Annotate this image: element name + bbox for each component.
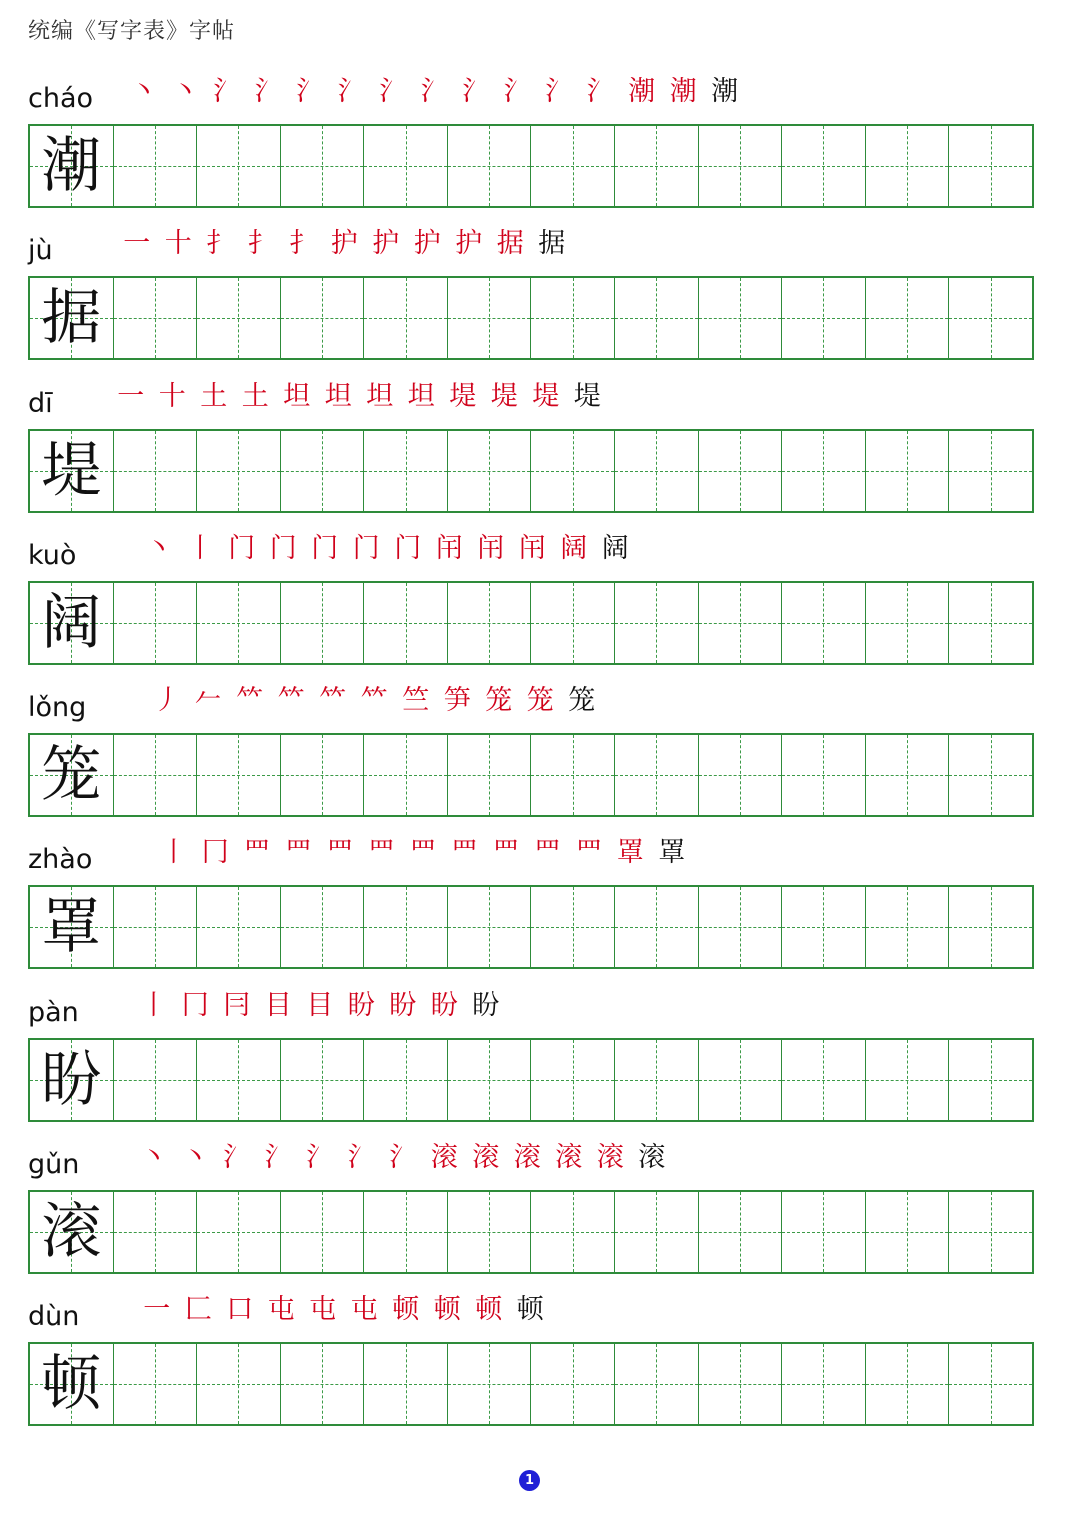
practice-cell[interactable] [113,1040,197,1120]
stroke-step: 丶 [130,75,158,107]
practice-cell[interactable] [781,126,865,206]
entry-header [28,974,1034,1030]
stroke-step: 𥫗 [360,684,388,716]
stroke-step: 潮 [711,75,739,107]
writing-grid [28,581,1034,665]
stroke-step: 丨 [186,532,214,564]
stroke-step: 护 [413,227,441,259]
practice-cell[interactable] [865,1040,949,1120]
entry-header [28,1278,1034,1334]
stroke-step: 丶 [181,1141,209,1173]
practice-cell[interactable] [698,1192,782,1272]
stroke-step: 丶 [171,75,199,107]
stroke-step: 𥫗 [319,684,347,716]
practice-cell[interactable] [948,1192,1032,1272]
entry-header [28,669,1034,725]
stroke-step: 罒 [284,836,312,868]
practice-cell[interactable] [865,1192,949,1272]
stroke-step: 坦 [407,380,435,412]
character-entry [28,517,1034,657]
model-character: 堤 [41,436,102,506]
practice-cell[interactable] [280,583,364,663]
entry-header [28,60,1034,116]
practice-cell[interactable] [781,1192,865,1272]
practice-cell[interactable] [865,887,949,967]
stroke-order-sequence [116,212,573,268]
practice-cell[interactable] [447,126,531,206]
stroke-step: 堤 [449,380,477,412]
writing-grid [28,733,1034,817]
stroke-step: 氵 [462,75,490,107]
model-character: 顿 [41,1349,102,1419]
model-cell [30,583,113,663]
character-entry [28,669,1034,809]
stroke-step: 坦 [283,380,311,412]
practice-cell[interactable] [781,431,865,511]
practice-cell[interactable] [865,583,949,663]
character-entry [28,1126,1034,1266]
stroke-step: 潮 [669,75,697,107]
stroke-step: 扌 [206,227,234,259]
practice-cell[interactable] [447,735,531,815]
writing-grid [28,1038,1034,1122]
entry-header [28,821,1034,877]
model-character: 盼 [41,1045,102,1115]
practice-cell[interactable] [614,1040,698,1120]
stroke-step: 顿 [475,1293,503,1325]
stroke-step: 盼 [472,989,500,1021]
practice-cell[interactable] [113,887,197,967]
stroke-step: 罒 [326,836,354,868]
practice-cell[interactable] [614,887,698,967]
practice-cell[interactable] [196,1192,280,1272]
practice-cell[interactable] [698,1040,782,1120]
practice-cell[interactable] [363,735,447,815]
stroke-step: 罒 [243,836,271,868]
stroke-step: 据 [496,227,524,259]
stroke-step: 滚 [638,1141,666,1173]
practice-cell[interactable] [698,887,782,967]
practice-cell[interactable] [363,1040,447,1120]
character-entry [28,60,1034,200]
practice-cell[interactable] [196,1344,280,1424]
stroke-step: 据 [538,227,566,259]
stroke-step: 扌 [247,227,275,259]
practice-cell[interactable] [948,735,1032,815]
stroke-step: 潮 [628,75,656,107]
practice-cell[interactable] [447,1040,531,1120]
pinyin-label: zhào [28,844,93,875]
practice-cell[interactable] [781,583,865,663]
stroke-step: 闬 [477,532,505,564]
stroke-step: 盼 [389,989,417,1021]
pinyin-label: dùn [28,1301,80,1332]
practice-cell[interactable] [614,278,698,358]
stroke-step: 土 [200,380,228,412]
character-entry [28,1278,1034,1418]
practice-cell[interactable] [530,1192,614,1272]
stroke-step: 护 [330,227,358,259]
practice-cell[interactable] [280,887,364,967]
character-entry [28,821,1034,961]
practice-cell[interactable] [530,887,614,967]
practice-cell[interactable] [948,1040,1032,1120]
practice-cell[interactable] [113,1344,197,1424]
practice-cell[interactable] [447,887,531,967]
stroke-step: 滚 [430,1141,458,1173]
practice-cell[interactable] [614,126,698,206]
stroke-step: 护 [455,227,483,259]
stroke-step: 屯 [309,1293,337,1325]
practice-cell[interactable] [781,1344,865,1424]
model-cell [30,278,113,358]
stroke-step: 口 [226,1293,254,1325]
practice-cell[interactable] [530,278,614,358]
stroke-order-sequence [138,517,636,573]
stroke-step: 笋 [443,684,471,716]
character-entry [28,212,1034,352]
practice-cell[interactable] [447,1192,531,1272]
stroke-step: 门 [311,532,339,564]
pinyin-label: pàn [28,997,79,1028]
stroke-step: 罒 [575,836,603,868]
stroke-order-sequence [123,60,746,116]
practice-cell[interactable] [530,1040,614,1120]
practice-cell[interactable] [113,278,197,358]
stroke-step: 冂 [201,836,229,868]
model-character: 笼 [41,740,102,810]
stroke-order-sequence [153,821,693,877]
practice-cell[interactable] [781,735,865,815]
character-entry [28,365,1034,505]
stroke-step: 氵 [586,75,614,107]
stroke-step: 罒 [367,836,395,868]
stroke-step: 堤 [532,380,560,412]
practice-cell[interactable] [280,1040,364,1120]
practice-cell[interactable] [280,1344,364,1424]
stroke-order-sequence [133,974,507,1030]
practice-cell[interactable] [781,278,865,358]
practice-cell[interactable] [698,126,782,206]
practice-cell[interactable] [196,583,280,663]
stroke-step: 冂 [181,989,209,1021]
practice-cell[interactable] [280,431,364,511]
model-character: 据 [41,283,102,353]
stroke-step: 罒 [533,836,561,868]
practice-cell[interactable] [196,431,280,511]
practice-cell[interactable] [781,1040,865,1120]
practice-cell[interactable] [447,278,531,358]
stroke-step: 氵 [503,75,531,107]
stroke-step: 一 [143,1293,171,1325]
stroke-step: 𥫗 [277,684,305,716]
stroke-step: 滚 [596,1141,624,1173]
practice-cell[interactable] [280,735,364,815]
practice-cell[interactable] [781,887,865,967]
model-cell [30,887,113,967]
stroke-step: 门 [269,532,297,564]
stroke-step: 十 [158,380,186,412]
stroke-step: 罒 [450,836,478,868]
practice-cell[interactable] [530,431,614,511]
stroke-step: 氵 [223,1141,251,1173]
stroke-step: 土 [241,380,269,412]
stroke-step: 氵 [264,1141,292,1173]
model-cell [30,126,113,206]
practice-cell[interactable] [865,126,949,206]
practice-cell[interactable] [447,1344,531,1424]
stroke-step: 坦 [324,380,352,412]
stroke-step: 闬 [435,532,463,564]
stroke-step: 丨 [140,989,168,1021]
stroke-step: 目 [264,989,292,1021]
stroke-step: 丶 [145,532,173,564]
model-character: 罩 [41,892,102,962]
stroke-step: 门 [352,532,380,564]
stroke-step: 滚 [555,1141,583,1173]
practice-cell[interactable] [363,431,447,511]
practice-cell[interactable] [113,1192,197,1272]
stroke-step: 竺 [402,684,430,716]
pinyin-label: gǔn [28,1149,80,1180]
stroke-step: 顿 [392,1293,420,1325]
stroke-step: 笼 [526,684,554,716]
practice-cell[interactable] [196,278,280,358]
practice-cell[interactable] [614,1344,698,1424]
stroke-step: 坦 [366,380,394,412]
practice-cell[interactable] [363,1192,447,1272]
practice-cell[interactable] [865,431,949,511]
stroke-order-sequence [133,1126,673,1182]
practice-cell[interactable] [447,583,531,663]
practice-cell[interactable] [614,735,698,815]
stroke-step: 目 [306,989,334,1021]
stroke-step: 𠂉 [194,684,222,716]
stroke-step: 堤 [573,380,601,412]
practice-cell[interactable] [363,583,447,663]
writing-grid [28,124,1034,208]
practice-cell[interactable] [865,278,949,358]
stroke-step: 氵 [213,75,241,107]
writing-grid [28,1342,1034,1426]
practice-cell[interactable] [113,431,197,511]
practice-cell[interactable] [113,735,197,815]
stroke-step: 匚 [184,1293,212,1325]
stroke-step: 丿 [153,684,181,716]
stroke-step: 氵 [545,75,573,107]
stroke-step: 盼 [430,989,458,1021]
practice-cell[interactable] [865,735,949,815]
writing-grid [28,276,1034,360]
practice-cell[interactable] [948,887,1032,967]
pinyin-label: lǒng [28,692,87,723]
stroke-step: 堤 [490,380,518,412]
stroke-step: 顿 [516,1293,544,1325]
practice-cell[interactable] [363,278,447,358]
entry-header [28,517,1034,573]
writing-grid [28,429,1034,513]
entry-header [28,365,1034,421]
stroke-step: 氵 [337,75,365,107]
stroke-step: 罒 [409,836,437,868]
pinyin-label: cháo [28,83,94,114]
practice-cell[interactable] [865,1344,949,1424]
practice-cell[interactable] [948,126,1032,206]
stroke-step: 顿 [433,1293,461,1325]
stroke-step: 丨 [160,836,188,868]
stroke-step: 门 [394,532,422,564]
stroke-step: 一 [123,227,151,259]
model-cell [30,1040,113,1120]
practice-cell[interactable] [948,583,1032,663]
practice-cell[interactable] [948,431,1032,511]
stroke-step: 𥫗 [236,684,264,716]
practice-cell[interactable] [280,126,364,206]
practice-cell[interactable] [698,278,782,358]
practice-cell[interactable] [280,1192,364,1272]
entry-header [28,212,1034,268]
model-cell [30,1344,113,1424]
practice-cell[interactable] [196,735,280,815]
stroke-step: 护 [372,227,400,259]
stroke-order-sequence [136,1278,551,1334]
stroke-step: 氵 [420,75,448,107]
stroke-step: 笼 [568,684,596,716]
stroke-step: 阔 [560,532,588,564]
stroke-step: 笼 [485,684,513,716]
stroke-step: 氵 [306,1141,334,1173]
character-entry [28,974,1034,1114]
practice-cell[interactable] [196,126,280,206]
practice-cell[interactable] [363,126,447,206]
pinyin-label: jù [28,235,53,266]
stroke-step: 屯 [350,1293,378,1325]
stroke-step: 丶 [140,1141,168,1173]
stroke-step: 氵 [389,1141,417,1173]
practice-cell[interactable] [948,278,1032,358]
model-character: 潮 [41,131,102,201]
pinyin-label: kuò [28,540,77,571]
practice-cell[interactable] [363,887,447,967]
stroke-order-sequence [110,365,608,421]
practice-cell[interactable] [614,431,698,511]
practice-cell[interactable] [113,583,197,663]
stroke-step: 罩 [616,836,644,868]
stroke-step: 扌 [289,227,317,259]
practice-cell[interactable] [196,887,280,967]
stroke-step: 氵 [296,75,324,107]
page-title: 统编《写字表》字帖 [28,19,236,44]
writing-grid [28,1190,1034,1274]
stroke-step: 十 [164,227,192,259]
stroke-step: 盼 [347,989,375,1021]
practice-cell[interactable] [447,431,531,511]
practice-cell[interactable] [280,278,364,358]
stroke-step: 氵 [254,75,282,107]
practice-cell[interactable] [614,1192,698,1272]
stroke-step: 一 [117,380,145,412]
practice-cell[interactable] [530,735,614,815]
stroke-step: 门 [228,532,256,564]
stroke-step: 罩 [658,836,686,868]
stroke-step: 屯 [267,1293,295,1325]
practice-cell[interactable] [698,735,782,815]
practice-cell[interactable] [614,583,698,663]
practice-cell[interactable] [698,1344,782,1424]
stroke-step: 罒 [492,836,520,868]
practice-cell[interactable] [698,583,782,663]
stroke-step: 氵 [347,1141,375,1173]
entry-header [28,1126,1034,1182]
stroke-step: 滚 [513,1141,541,1173]
practice-cell[interactable] [113,126,197,206]
model-cell [30,1192,113,1272]
stroke-step: 氵 [379,75,407,107]
stroke-order-sequence [146,669,603,725]
practice-cell[interactable] [698,431,782,511]
practice-cell[interactable] [196,1040,280,1120]
practice-cell[interactable] [530,583,614,663]
practice-cell[interactable] [530,1344,614,1424]
stroke-step: 阔 [601,532,629,564]
practice-cell[interactable] [948,1344,1032,1424]
pinyin-label: dī [28,388,53,419]
stroke-step: 滚 [472,1141,500,1173]
writing-grid [28,885,1034,969]
model-cell [30,735,113,815]
practice-cell[interactable] [363,1344,447,1424]
model-character: 阔 [41,588,102,658]
page-number-badge: 1 [519,1470,540,1491]
stroke-step: 闬 [518,532,546,564]
model-character: 滚 [41,1197,102,1267]
practice-cell[interactable] [530,126,614,206]
model-cell [30,431,113,511]
stroke-step: 冃 [223,989,251,1021]
